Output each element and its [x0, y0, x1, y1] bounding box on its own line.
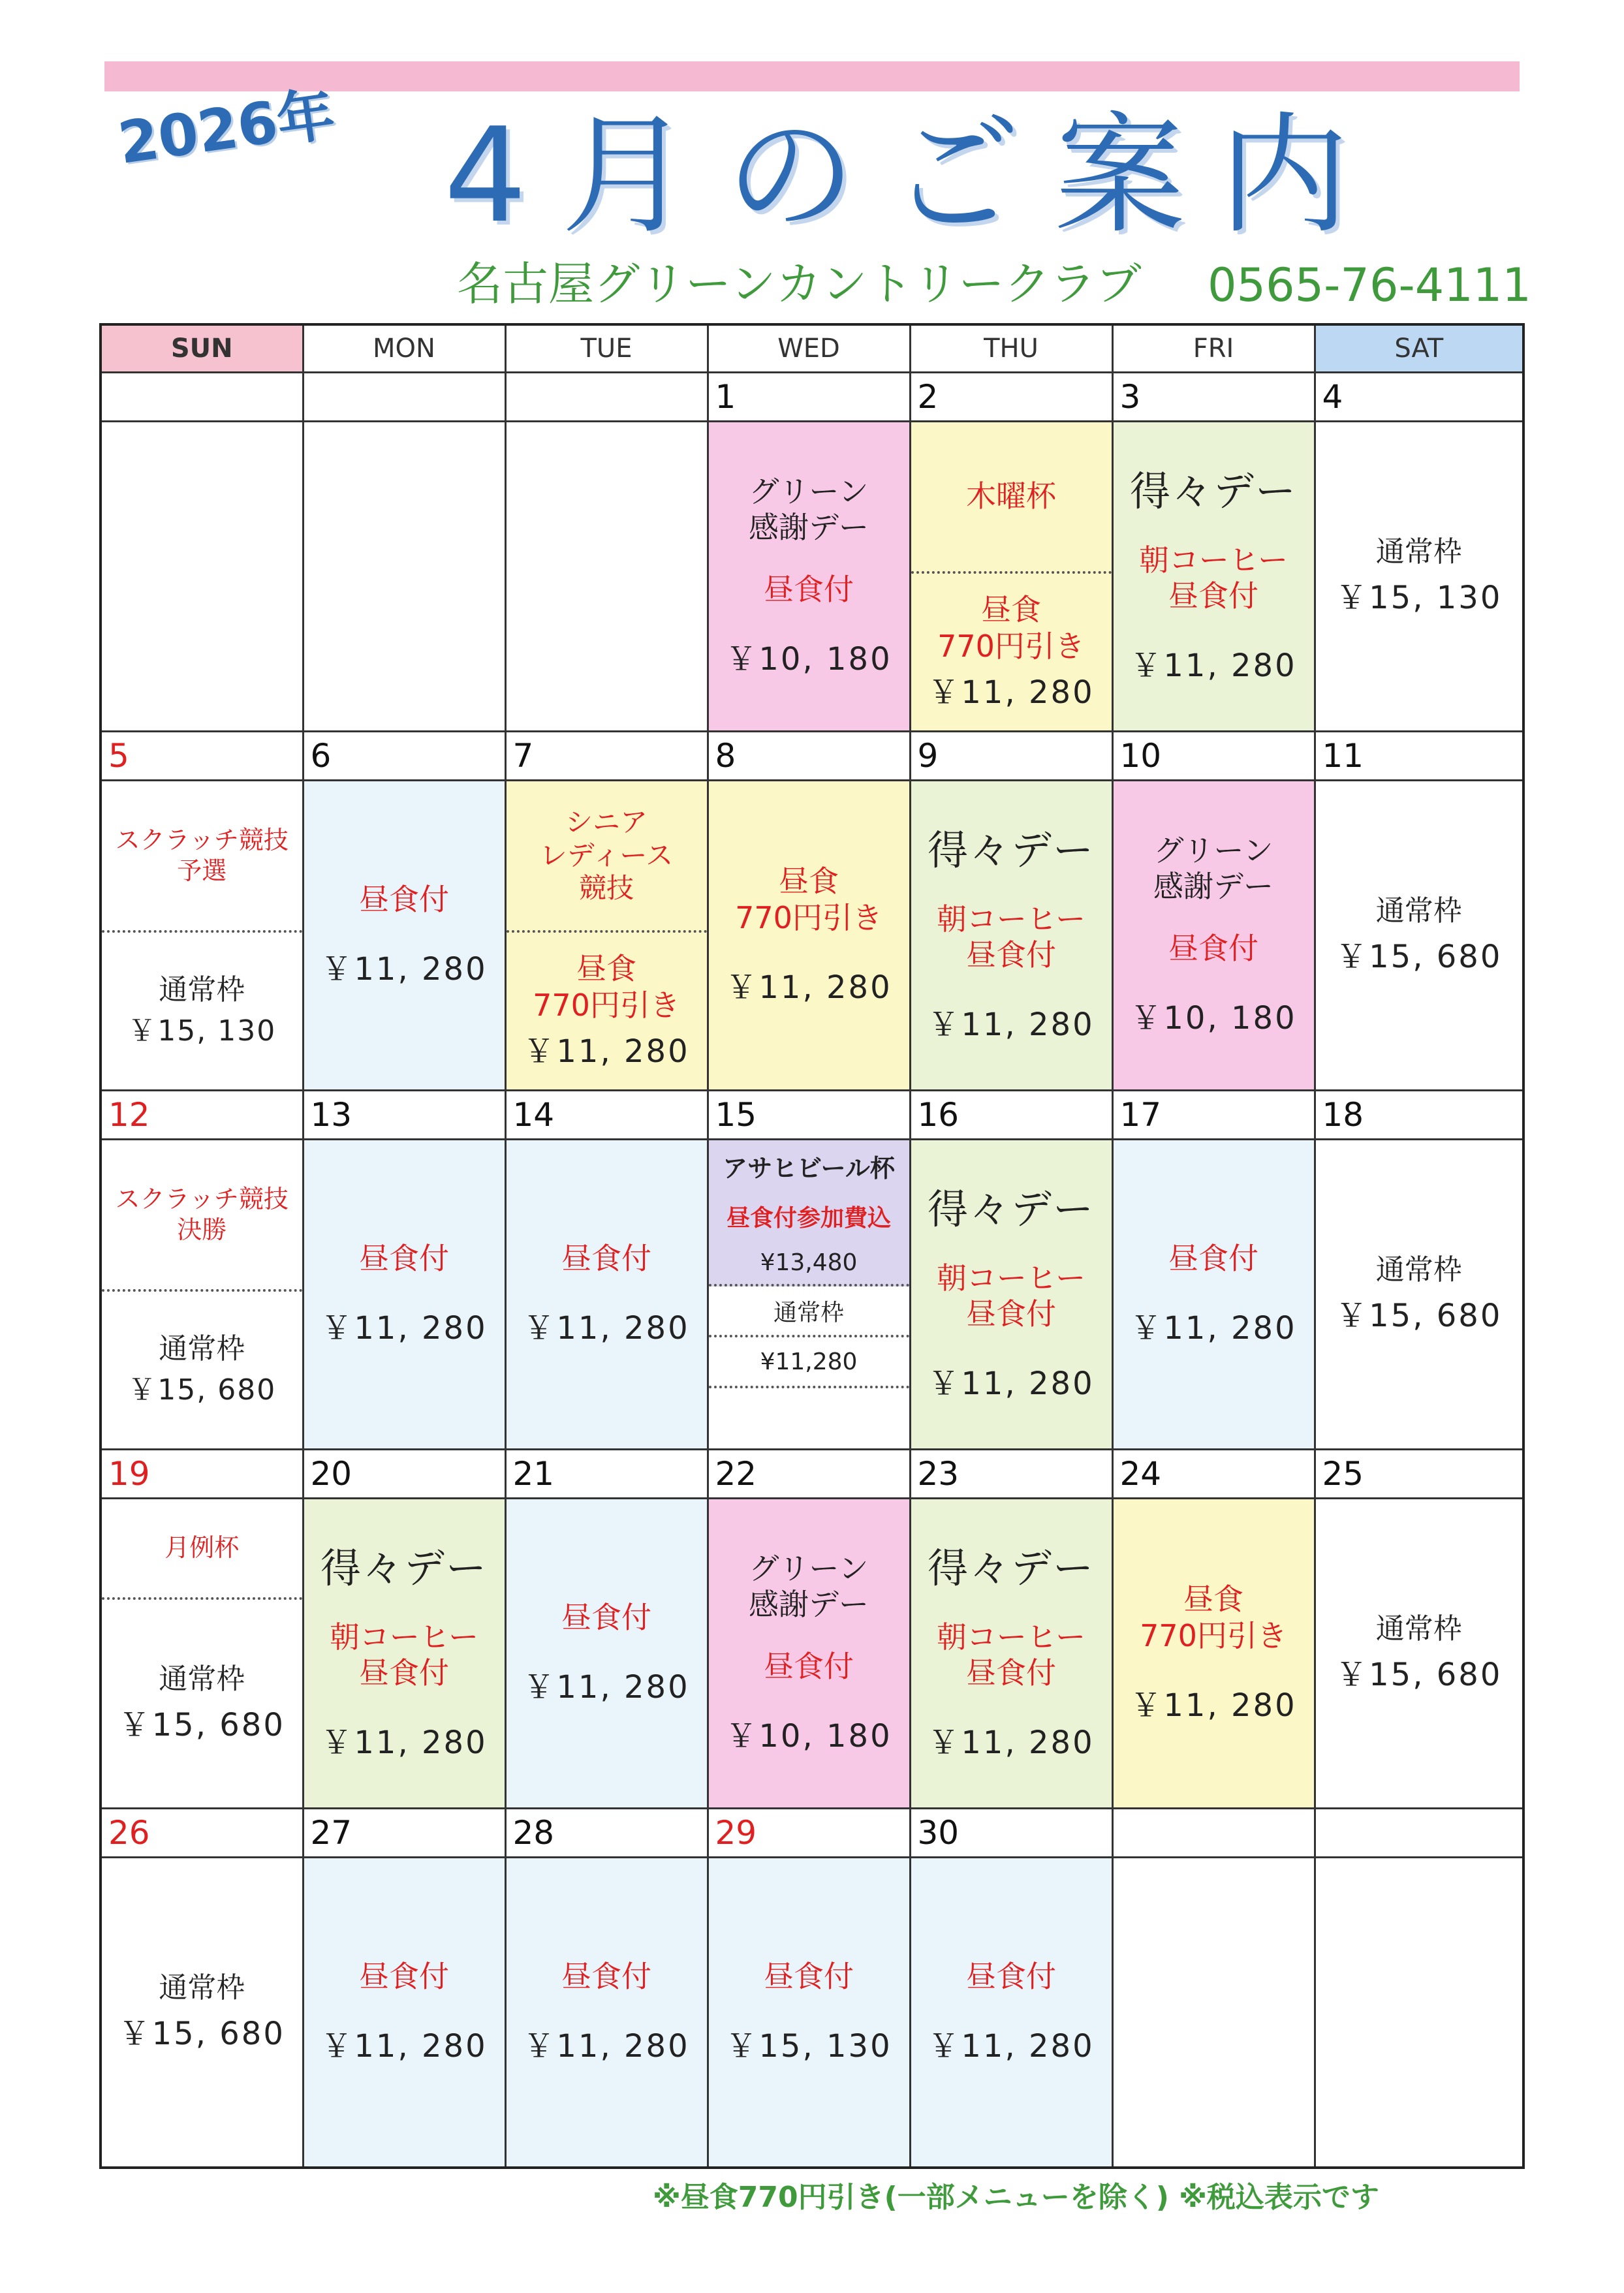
- date-27: 27: [303, 1809, 505, 1858]
- event-tokutoku-day: 得々デー: [927, 1544, 1095, 1593]
- price: ￥11, 280: [725, 969, 892, 1006]
- event-asahi-cup: アサヒビール杯: [723, 1154, 895, 1183]
- day-cell-4: [1315, 422, 1523, 732]
- price: ￥10, 180: [725, 641, 892, 678]
- day-cell-empty: [1112, 1858, 1315, 2168]
- price: ￥11, 280: [523, 1310, 690, 1347]
- price: ￥11, 280: [928, 2028, 1095, 2065]
- price: ￥15, 130: [127, 1014, 277, 1048]
- date-8: 8: [708, 732, 910, 781]
- asahi-fee-label: 昼食付参加費込: [726, 1205, 891, 1232]
- day-cell-22: [708, 1499, 910, 1809]
- weekday-header-row: [101, 324, 1523, 373]
- price: ￥15, 680: [1335, 1297, 1503, 1334]
- date-14: 14: [505, 1091, 708, 1140]
- date-4: 4: [1315, 373, 1523, 422]
- day-cell-26: [101, 1858, 303, 2168]
- lunch-discount-label: 昼食 770円引き: [1140, 1582, 1287, 1653]
- day-cell-20: [303, 1499, 505, 1809]
- event-tokutoku-day: 得々デー: [927, 826, 1095, 875]
- day-cell-29: [708, 1858, 910, 2168]
- lunch-included-label: 昼食付: [561, 1958, 651, 1994]
- price: ￥11, 280: [320, 1724, 488, 1761]
- day-cell-27: [303, 1858, 505, 2168]
- price: ￥11, 280: [320, 951, 488, 988]
- weekday-thu: THU: [910, 324, 1112, 373]
- lunch-included-label: 昼食付: [764, 1649, 854, 1685]
- event-tokutoku-day: 得々デー: [927, 1185, 1095, 1234]
- date-7: 7: [505, 732, 708, 781]
- day-cell-19: [101, 1499, 303, 1809]
- week1-content-row: [101, 422, 1523, 732]
- event-scratch-qualifying: スクラッチ競技 予選: [115, 825, 289, 885]
- price: ￥11, 280: [928, 1365, 1095, 1402]
- date-25: 25: [1315, 1450, 1523, 1499]
- price: ¥11,280: [760, 1348, 858, 1375]
- event-green-kansha: グリーン 感謝デー: [749, 1550, 869, 1622]
- coffee-lunch-label: 朝コーヒー 昼食付: [936, 1619, 1086, 1691]
- day-cell-16: [910, 1140, 1112, 1450]
- day-cell-3: [1112, 422, 1315, 732]
- regular-slot-label: 通常枠: [159, 1662, 245, 1696]
- date-10: 10: [1112, 732, 1315, 781]
- day-cell-15: [708, 1140, 910, 1450]
- date-empty: [101, 373, 303, 422]
- regular-slot-label: 通常枠: [1375, 1612, 1462, 1646]
- date-22: 22: [708, 1450, 910, 1499]
- coffee-lunch-label: 朝コーヒー 昼食付: [936, 901, 1086, 973]
- lunch-included-label: 昼食付: [561, 1240, 651, 1276]
- weekday-sat: SAT: [1315, 324, 1523, 373]
- price: ￥15, 130: [1335, 579, 1503, 616]
- date-28: 28: [505, 1809, 708, 1858]
- day-cell-11: [1315, 781, 1523, 1091]
- date-17: 17: [1112, 1091, 1315, 1140]
- date-empty: [1112, 1809, 1315, 1858]
- day-cell-30: [910, 1858, 1112, 2168]
- week4-content-row: [101, 1499, 1523, 1809]
- day-cell-17: [1112, 1140, 1315, 1450]
- date-empty: [1315, 1809, 1523, 1858]
- day-cell-7: [505, 781, 708, 1091]
- event-senior-ladies: シニア レディース 競技: [539, 806, 674, 905]
- regular-slot-label: 通常枠: [159, 1332, 245, 1365]
- day-cell-empty: [505, 422, 708, 732]
- price: ￥15, 680: [127, 1373, 277, 1407]
- coffee-lunch-label: 朝コーヒー 昼食付: [1138, 542, 1288, 614]
- day-cell-6: [303, 781, 505, 1091]
- calendar-table: [99, 323, 1525, 2169]
- date-12: 12: [101, 1091, 303, 1140]
- weekday-sun: SUN: [101, 324, 303, 373]
- date-21: 21: [505, 1450, 708, 1499]
- date-3: 3: [1112, 373, 1315, 422]
- price: ￥15, 680: [1335, 938, 1503, 975]
- day-cell-2: [910, 422, 1112, 732]
- lunch-included-label: 昼食付: [966, 1958, 1056, 1994]
- coffee-lunch-label: 朝コーヒー 昼食付: [329, 1619, 479, 1691]
- day-cell-28: [505, 1858, 708, 2168]
- event-tokutoku-day: 得々デー: [320, 1544, 488, 1593]
- day-cell-10: [1112, 781, 1315, 1091]
- price: ￥15, 680: [1335, 1656, 1503, 1693]
- club-phone: 0565-76-4111: [1208, 258, 1531, 312]
- weekday-tue: TUE: [505, 324, 708, 373]
- regular-slot-label: 通常枠: [773, 1299, 844, 1326]
- day-cell-9: [910, 781, 1112, 1091]
- footer-note: ※昼食770円引き(一部メニューを除く) ※税込表示です: [653, 2181, 1379, 2214]
- date-16: 16: [910, 1091, 1112, 1140]
- page-title: 4月のご案内: [444, 100, 1384, 252]
- date-2: 2: [910, 373, 1112, 422]
- lunch-discount-label: 昼食 770円引き: [937, 592, 1085, 664]
- regular-slot-label: 通常枠: [159, 973, 245, 1006]
- day-cell-23: [910, 1499, 1112, 1809]
- price: ￥15, 680: [118, 2015, 285, 2052]
- day-cell-8: [708, 781, 910, 1091]
- lunch-included-label: 昼食付: [359, 1240, 449, 1276]
- event-monthly-cup: 月例杯: [164, 1533, 240, 1563]
- week3-content-row: [101, 1140, 1523, 1450]
- date-1: 1: [708, 373, 910, 422]
- price: ￥15, 680: [118, 1706, 285, 1743]
- event-tokutoku-day: 得々デー: [1129, 467, 1297, 516]
- price: ￥11, 280: [1130, 1310, 1297, 1347]
- regular-slot-label: 通常枠: [1375, 1253, 1462, 1287]
- date-26: 26: [101, 1809, 303, 1858]
- week5-content-row: [101, 1858, 1523, 2168]
- lunch-included-label: 昼食付: [359, 1958, 449, 1994]
- coffee-lunch-label: 朝コーヒー 昼食付: [936, 1260, 1086, 1332]
- day-cell-empty: [101, 422, 303, 732]
- price: ￥10, 180: [725, 1718, 892, 1755]
- event-scratch-final: スクラッチ競技 決勝: [115, 1184, 289, 1244]
- date-11: 11: [1315, 732, 1523, 781]
- price: ￥11, 280: [523, 1669, 690, 1706]
- price: ￥11, 280: [320, 2028, 488, 2065]
- club-name: 名古屋グリーンカントリークラブ: [457, 257, 1142, 311]
- price: ￥11, 280: [928, 1006, 1095, 1043]
- price: ￥11, 280: [928, 1724, 1095, 1761]
- price: ￥11, 280: [928, 674, 1095, 711]
- day-cell-5: [101, 781, 303, 1091]
- lunch-included-label: 昼食付: [1168, 1240, 1258, 1276]
- day-cell-1: [708, 422, 910, 732]
- date-20: 20: [303, 1450, 505, 1499]
- week1-date-row: [101, 373, 1523, 422]
- week3-date-row: [101, 1091, 1523, 1140]
- price: ￥15, 130: [725, 2028, 892, 2065]
- event-mokuyou-cup: 木曜杯: [966, 478, 1056, 514]
- lunch-included-label: 昼食付: [764, 572, 854, 608]
- week5-date-row: [101, 1809, 1523, 1858]
- lunch-discount-label: 昼食 770円引き: [735, 864, 882, 935]
- lunch-included-label: 昼食付: [764, 1958, 854, 1994]
- week4-date-row: [101, 1450, 1523, 1499]
- weekday-fri: FRI: [1112, 324, 1315, 373]
- date-empty: [303, 373, 505, 422]
- event-green-kansha: グリーン 感謝デー: [749, 473, 869, 545]
- lunch-included-label: 昼食付: [1168, 931, 1258, 967]
- price: ￥11, 280: [1130, 647, 1297, 684]
- year-label: 2026年: [114, 80, 339, 178]
- date-5: 5: [101, 732, 303, 781]
- date-19: 19: [101, 1450, 303, 1499]
- regular-slot-label: 通常枠: [1375, 535, 1462, 569]
- day-cell-13: [303, 1140, 505, 1450]
- price: ￥11, 280: [523, 1033, 690, 1070]
- week2-content-row: [101, 781, 1523, 1091]
- day-cell-14: [505, 1140, 708, 1450]
- date-6: 6: [303, 732, 505, 781]
- price: ¥13,480: [760, 1249, 858, 1276]
- date-9: 9: [910, 732, 1112, 781]
- week2-date-row: [101, 732, 1523, 781]
- day-cell-25: [1315, 1499, 1523, 1809]
- lunch-discount-label: 昼食 770円引き: [533, 951, 680, 1023]
- date-23: 23: [910, 1450, 1112, 1499]
- price: ￥11, 280: [320, 1310, 488, 1347]
- weekday-mon: MON: [303, 324, 505, 373]
- lunch-included-label: 昼食付: [359, 881, 449, 917]
- day-cell-empty: [303, 422, 505, 732]
- day-cell-empty: [1315, 1858, 1523, 2168]
- event-green-kansha: グリーン 感謝デー: [1153, 832, 1273, 904]
- date-30: 30: [910, 1809, 1112, 1858]
- lunch-included-label: 昼食付: [561, 1599, 651, 1635]
- date-13: 13: [303, 1091, 505, 1140]
- date-15: 15: [708, 1091, 910, 1140]
- price: ￥10, 180: [1130, 1000, 1297, 1037]
- regular-slot-label: 通常枠: [159, 1971, 245, 2005]
- day-cell-12: [101, 1140, 303, 1450]
- price: ￥11, 280: [1130, 1687, 1297, 1724]
- date-empty: [505, 373, 708, 422]
- day-cell-21: [505, 1499, 708, 1809]
- day-cell-24: [1112, 1499, 1315, 1809]
- weekday-wed: WED: [708, 324, 910, 373]
- regular-slot-label: 通常枠: [1375, 894, 1462, 928]
- price: ￥11, 280: [523, 2028, 690, 2065]
- date-24: 24: [1112, 1450, 1315, 1499]
- day-cell-18: [1315, 1140, 1523, 1450]
- date-18: 18: [1315, 1091, 1523, 1140]
- date-29: 29: [708, 1809, 910, 1858]
